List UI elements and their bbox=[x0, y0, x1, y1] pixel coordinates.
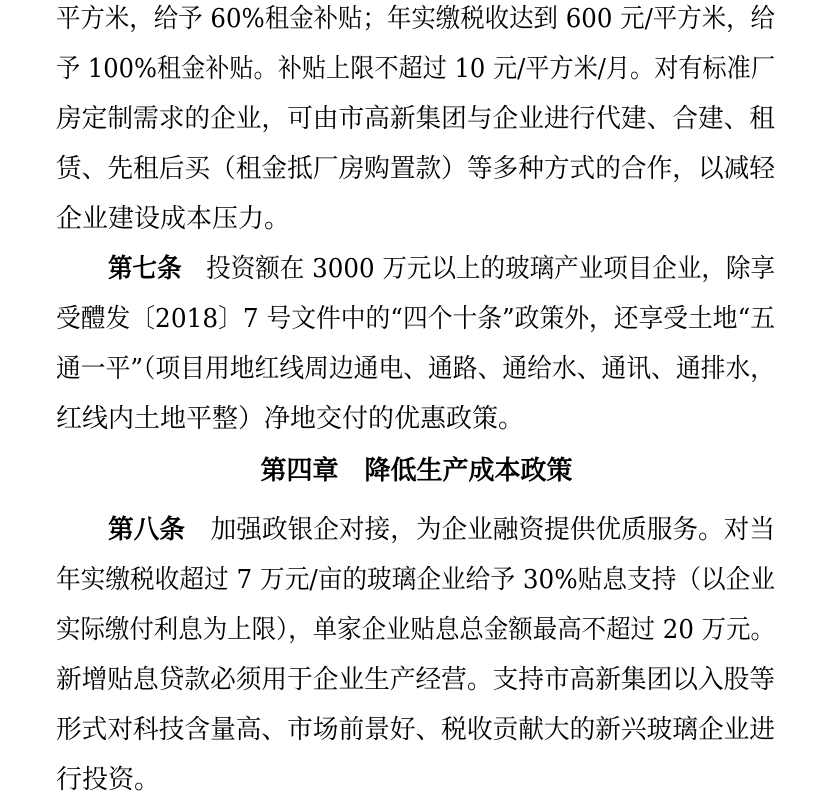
text-line: 实际缴付利息为上限），单家企业贴息总金额最高不超过 20 万元。 bbox=[56, 615, 775, 645]
text-line: 予 100%租金补贴。补贴上限不超过 10 元/平方米/月。对有标准厂 bbox=[56, 54, 775, 84]
text-line: 行投资。 bbox=[56, 765, 161, 795]
article-eight-first-line bbox=[108, 517, 775, 543]
article-eight-label: 第八条 bbox=[108, 515, 185, 545]
text-line: 年实缴税收超过 7 万元/亩的玻璃企业给予 30%贴息支持（以企业 bbox=[56, 565, 775, 595]
text-line: 受醴发〔2018〕7 号文件中的“四个十条”政策外，还享受土地“五 bbox=[56, 304, 775, 334]
chapter-heading: 第四章 降低生产成本政策 bbox=[260, 456, 573, 486]
text-line: 红线内土地平整）净地交付的优惠政策。 bbox=[56, 404, 525, 434]
article-seven-label: 第七条 bbox=[108, 254, 182, 284]
article-eight-text: 加强政银企对接，为企业融资提供优质服务。对当 bbox=[210, 515, 775, 545]
article-seven-first-line bbox=[108, 256, 775, 282]
article-seven-text: 投资额在 3000 万元以上的玻璃产业项目企业，除享 bbox=[206, 254, 775, 284]
text-line: 赁、先租后买（租金抵厂房购置款）等多种方式的合作，以减轻 bbox=[56, 154, 775, 184]
text-line: 平方米，给予 60%租金补贴；年实缴税收达到 600 元/平方米，给 bbox=[56, 4, 775, 34]
text-line: 房定制需求的企业，可由市高新集团与企业进行代建、合建、租 bbox=[56, 104, 775, 134]
text-line: 企业建设成本压力。 bbox=[56, 204, 291, 234]
text-line: 通一平”（项目用地红线周边通电、通路、通给水、通讯、通排水， bbox=[56, 354, 775, 384]
text-line: 新增贴息贷款必须用于企业生产经营。支持市高新集团以入股等 bbox=[56, 665, 775, 695]
text-line: 形式对科技含量高、市场前景好、税收贡献大的新兴玻璃企业进 bbox=[56, 715, 775, 745]
